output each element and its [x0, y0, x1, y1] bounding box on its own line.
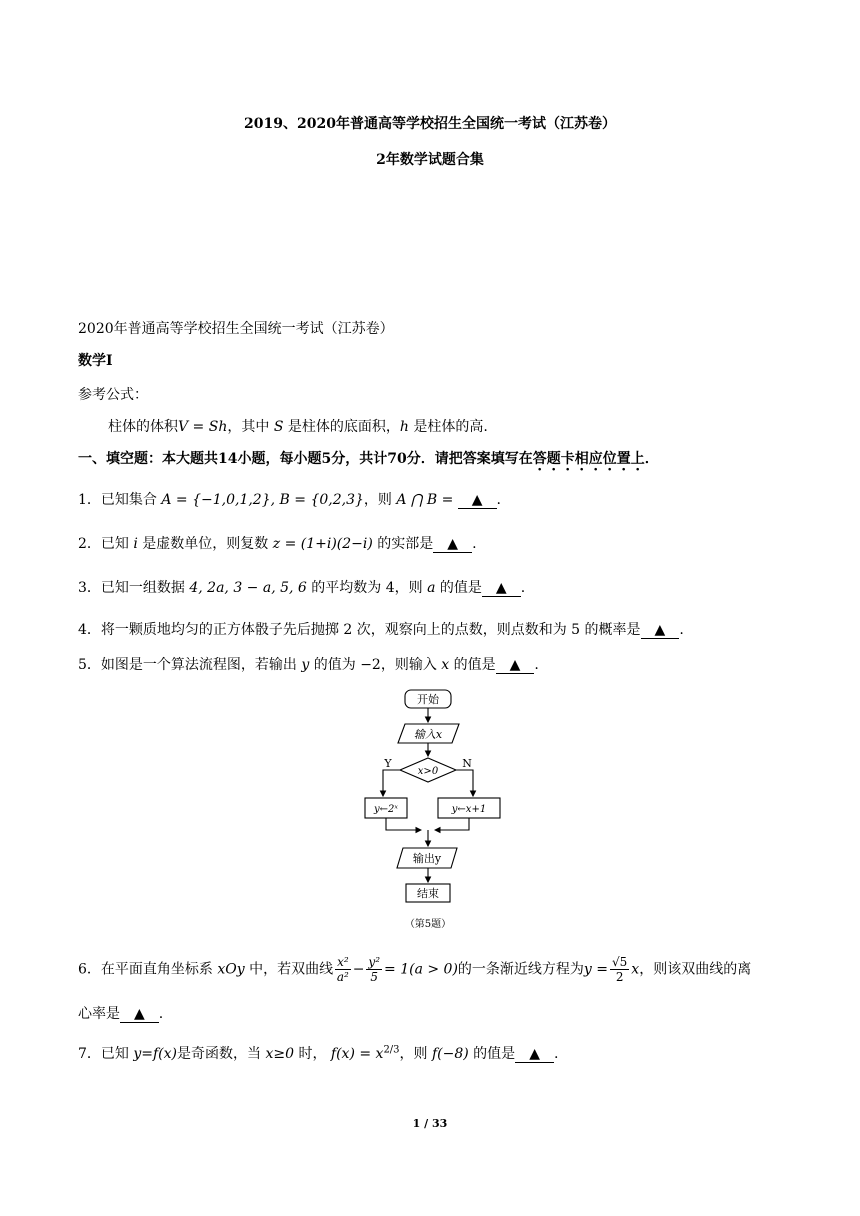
q3-mid: 的平均数为 4，则 — [306, 580, 428, 596]
question-5 — [78, 654, 539, 674]
hyperbola-term-1 — [335, 955, 351, 984]
formula-mid2: 是柱体的底面积， — [283, 419, 400, 435]
minus-sign: − — [352, 961, 365, 978]
q7-mid4: 的值是 — [468, 1046, 516, 1062]
q7-math3: f(−8) — [431, 1046, 469, 1062]
answer-blank[interactable]: ▲ — [641, 623, 680, 639]
frac-den: 5 — [370, 970, 379, 984]
flow-input-text: 输入x — [413, 728, 443, 741]
q2-math2: z = (1+i)(2−i) — [272, 536, 373, 552]
formula-eq: V = Sh — [178, 419, 228, 435]
q5-pre: 5．如图是一个算法流程图，若输出 — [78, 657, 302, 673]
q1-mid: ，则 — [363, 492, 397, 508]
document-title: 2019、2020年普通高等学校招生全国统一考试（江苏卷） — [244, 116, 616, 132]
q5-math3: x — [441, 657, 450, 673]
page-number: 1 / 33 — [412, 1117, 448, 1130]
question-1 — [78, 489, 501, 509]
q6-mid3: ，则该双曲线的离 — [639, 961, 752, 978]
q3-math: 4, 2a, 3 − a, 5, 6 — [189, 580, 307, 596]
q6-math: xOy — [217, 961, 245, 978]
frac-den: 2 — [615, 970, 624, 984]
q4-text: 4．将一颗质地均匀的正方体骰子先后抛掷 2 次，观察向上的点数，则点数和为 5 的概率是 — [78, 622, 641, 638]
q2-mid2: 的实部是 — [372, 536, 434, 552]
formula-h: h — [399, 419, 409, 435]
q2-pre: 2．已知 — [78, 536, 134, 552]
q1-post: . — [496, 492, 501, 508]
q2-mid: 是虚数单位，则复数 — [137, 536, 273, 552]
q7-post: . — [553, 1046, 559, 1062]
q5-post: . — [534, 657, 539, 673]
algorithm-flowchart — [355, 686, 505, 936]
q7-mid: 是奇函数，当 — [177, 1046, 266, 1062]
asymptote-coef — [610, 955, 629, 984]
question-7 — [78, 1043, 558, 1063]
flow-left-text: y←2ˣ — [374, 804, 398, 815]
flow-no-label: N — [462, 757, 472, 770]
question-6 — [78, 955, 751, 984]
q4-post: . — [679, 622, 684, 638]
q6-pre: 6．在平面直角坐标系 — [78, 961, 218, 978]
q1-pre: 1．已知集合 — [78, 492, 162, 508]
hyperbola-rest: = 1(a > 0) — [384, 961, 458, 978]
frac-num: y² — [368, 955, 381, 969]
emphasis-char: 答 — [532, 451, 547, 467]
q7-mid3: ，则 — [399, 1046, 432, 1062]
emphasis-char: 卡 — [560, 451, 575, 467]
flow-output-text: 输出y — [412, 852, 442, 865]
q2-post: . — [472, 536, 477, 552]
emphasis-char: 置 — [616, 451, 631, 467]
q7-mid2: 时， — [294, 1046, 327, 1062]
q5-mid3: 的值是 — [449, 657, 496, 673]
q7-math: y=f(x) — [133, 1046, 177, 1062]
answer-blank[interactable]: ▲ — [496, 658, 535, 674]
q7-exponent: 2/3 — [383, 1044, 400, 1056]
emphasis-char: 上 — [630, 451, 645, 467]
q5-mid: 的值为 — [309, 657, 361, 673]
q6-line2: 心率是 — [78, 1006, 120, 1022]
section-title: 数学Ⅰ — [78, 353, 113, 369]
answer-blank[interactable]: ▲ — [482, 581, 521, 597]
exam-title: 2020年普通高等学校招生全国统一考试（江苏卷） — [78, 321, 394, 337]
asymptote-rhs: x — [631, 961, 640, 978]
flowchart-caption: （第5题） — [404, 919, 452, 930]
q2-math: i — [133, 536, 138, 552]
q5-math2: −2 — [360, 657, 381, 673]
frac-num: √5 — [612, 955, 628, 969]
q6-post: . — [158, 1006, 164, 1022]
question-3 — [78, 577, 525, 597]
formula-pre: 柱体的体积 — [108, 419, 178, 435]
answer-blank[interactable]: ▲ — [433, 537, 472, 553]
answer-blank[interactable]: ▲ — [515, 1047, 554, 1063]
q1-math: A = {−1,0,1,2}, B = {0,2,3} — [161, 492, 364, 508]
emphasis-char: 应 — [588, 451, 603, 467]
flow-condition-text: x>0 — [417, 766, 439, 777]
flow-end-text: 结束 — [417, 887, 439, 900]
emphasis-char: 题 — [546, 451, 561, 467]
formula-line — [108, 416, 488, 436]
part-heading-end: ． — [644, 451, 659, 467]
q7-pre: 7．已知 — [78, 1046, 134, 1062]
emphasis-char: 位 — [602, 451, 617, 467]
asymptote-lhs: y = — [583, 961, 609, 978]
q6-mid: 中，若双曲线 — [244, 961, 334, 978]
flow-yes-label: Y — [384, 757, 392, 770]
formula-post: 是柱体的高. — [408, 419, 488, 435]
question-4 — [78, 619, 684, 639]
q6-mid2: 的一条渐近线方程为 — [457, 961, 584, 978]
hyperbola-term-2 — [366, 955, 382, 984]
question-6-cont — [78, 1003, 163, 1023]
q7-func: f(x) = x — [330, 1046, 384, 1062]
reference-label: 参考公式： — [78, 387, 148, 403]
frac-den: a² — [336, 970, 349, 984]
question-2 — [78, 533, 477, 553]
emphasis-char: 相 — [574, 451, 589, 467]
q3-post: . — [520, 580, 526, 596]
part-heading — [78, 448, 659, 468]
q3-math2: a — [427, 580, 436, 596]
answer-blank[interactable]: ▲ — [458, 493, 497, 509]
q7-math2: x≥0 — [265, 1046, 294, 1062]
part-heading-emphasis — [533, 451, 645, 467]
formula-mid: ，其中 — [227, 419, 274, 435]
q5-math: y — [301, 657, 310, 673]
part-heading-text: 一、填空题：本大题共14小题，每小题5分，共计70分．请把答案填写在 — [78, 451, 533, 467]
q3-mid2: 的值是 — [435, 580, 482, 596]
q3-pre: 3．已知一组数据 — [78, 580, 190, 596]
document-subtitle: 2年数学试题合集 — [376, 152, 484, 168]
frac-num: x² — [337, 955, 349, 969]
q1-math2: A ⋂ B = — [396, 492, 454, 508]
formula-s: S — [273, 419, 284, 435]
flow-start-text: 开始 — [417, 693, 439, 706]
q5-mid2: ，则输入 — [380, 657, 442, 673]
answer-blank[interactable]: ▲ — [120, 1007, 159, 1023]
flow-right-text: y←x+1 — [451, 804, 487, 815]
